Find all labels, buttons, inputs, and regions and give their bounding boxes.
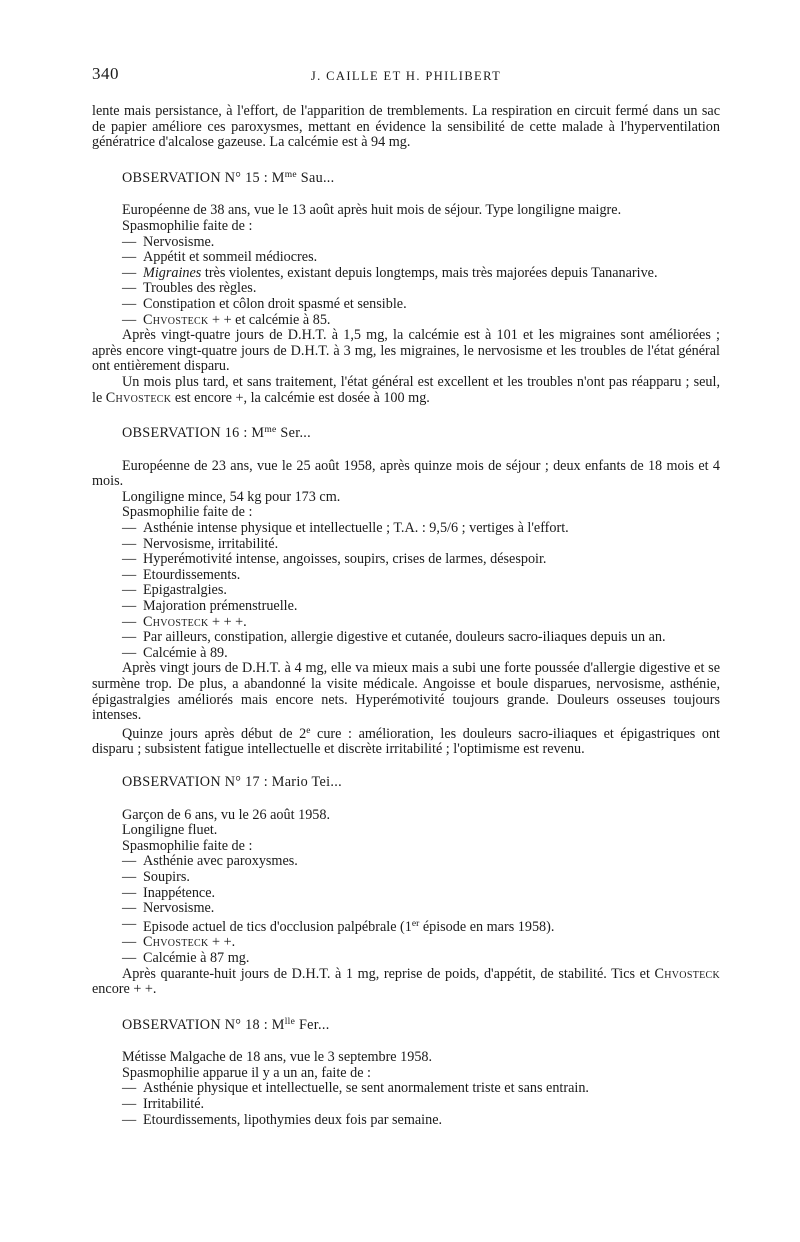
observation-18-title: OBSERVATION N° 18 : $M^{lle}$ Fer...: [122, 1016, 330, 1033]
list-item: — Etourdissements, lipothymies deux fois par semaine.: [122, 1111, 443, 1128]
list-item: — Nervosisme.: [122, 233, 215, 250]
observation-18-spasm-heading: Spasmophilie apparue il y a un an, faite de :: [122, 1064, 371, 1081]
list-item: — Hyperémotivité intense, angoisses, soupirs, crises de larmes, désespoir.: [122, 551, 547, 568]
running-head: J. CAILLE ET H. PHILIBERT: [310, 69, 502, 83]
list-item: — Nervosisme.: [122, 900, 215, 917]
list-item: — Appétit et sommeil médiocres.: [122, 249, 318, 266]
list-item: — Par ailleurs, constipation, allergie digestive et cutanée, douleurs sacro-iliaques depuis un an.: [122, 629, 666, 646]
list-item: — Calcémie à 89.: [122, 644, 228, 661]
observation-16-followup-1: Après vingt jours de D.H.T. à 4 mg, elle va mieux mais a subi une forte poussée d'allergie digestive et se surmène trop. De plus, a abandonné la visite médicale. Angoisse et boule disparues, nervosisme, asthénie, épigastralgies améliorés mais encore nets. Hyperémotivité toujours grande. Douleurs osseuses toujours intenses.: [92, 660, 720, 724]
observation-17-symptom-list: [122, 854, 720, 966]
observation-15-followup-1: Après vingt-quatre jours de D.H.T. à 1,5 mg, la calcémie est à 101 et les migraines sont améliorées ; après encore vingt-quatre jours de D.H.T. à 3 mg, les migraines, le nervosisme et les troubles de l'état général ont entièrement disparu.: [92, 327, 720, 375]
observation-18-intro: Métisse Malgache de 18 ans, vue le 3 septembre 1958.: [122, 1049, 433, 1066]
list-item: — Soupirs.: [122, 868, 190, 885]
list-item: — Majoration prémenstruelle.: [122, 598, 298, 615]
list-item: — Irritabilité.: [122, 1096, 205, 1113]
list-item: — Constipation et côlon droit spasmé et sensible.: [122, 295, 407, 312]
list-item: — Chvosteck + + et calcémie à 85.: [122, 311, 331, 328]
list-item: — Asthénie physique et intellectuelle, se sent anormalement triste et sans entrain.: [122, 1080, 589, 1097]
list-item: — Nervosisme, irritabilité.: [122, 535, 279, 552]
page-number: 340: [92, 64, 119, 83]
list-item: — Epigastralgies.: [122, 582, 227, 599]
intro-paragraph: lente mais persistance, à l'effort, de l'apparition de tremblements. La respiration en circuit fermé dans un sac de papier améliore ces paroxysmes, mettant en évidence la sensibilité de cette malade à l'hyperventilation génératrice d'alcalose gazeuse. La calcémie est à 94 mg.: [92, 103, 720, 151]
observation-17-followup: Après quarante-huit jours de D.H.T. à 1 mg, reprise de poids, d'appétit, de stabilité. Tics et Chvosteck encore + +.: [92, 965, 720, 998]
list-item: — Chvosteck + +.: [122, 934, 236, 951]
observation-17-intro: Garçon de 6 ans, vu le 26 août 1958.: [122, 806, 331, 823]
page-header: [92, 66, 720, 88]
observation-16-spasm-heading: Spasmophilie faite de :: [122, 504, 253, 521]
list-item: — Calcémie à 87 mg.: [122, 949, 250, 966]
list-item: — Inappétence.: [122, 884, 216, 901]
observation-17-build: Longiligne fluet.: [122, 822, 218, 839]
observation-16-symptom-list: [122, 521, 720, 661]
page-body: [92, 104, 720, 1128]
observation-18-symptom-list: [122, 1081, 720, 1128]
observation-15-intro: Européenne de 38 ans, vue le 13 août après huit mois de séjour. Type longiligne maigre.: [122, 202, 622, 219]
observation-16-followup-2: Quinze jours après début de 2e cure : amélioration, les douleurs sacro-iliaques et épigastriques ont disparu ; subsistent fatigue intellectuelle et discrète irritabilité ; l'optimisme est revenu.: [92, 725, 720, 758]
observation-15-followup-2: Un mois plus tard, et sans traitement, l'état général est excellent et les troubles n'ont pas réapparu ; seul, le Chvosteck est encore +, la calcémie est dosée à 100 mg.: [92, 373, 720, 406]
list-item: — Troubles des règles.: [122, 280, 257, 297]
list-item: — Chvosteck + + +.: [122, 613, 247, 630]
observation-15-spasm-heading: Spasmophilie faite de :: [122, 217, 253, 234]
list-item: — Etourdissements.: [122, 566, 241, 583]
observation-16-title: OBSERVATION 16 : $M^{me}$ Ser...: [122, 425, 311, 442]
list-item: — Asthénie intense physique et intellectuelle ; T.A. : 9,5/6 ; vertiges à l'effort.: [122, 520, 569, 537]
observation-17-spasm-heading: Spasmophilie faite de :: [122, 837, 253, 854]
list-item: — Migraines très violentes, existant depuis longtemps, mais très majorées depuis Tananarive.: [122, 264, 658, 281]
observation-17-title: OBSERVATION N° 17 : Mario Tei...: [122, 773, 342, 790]
list-item: — Episode actuel de tics d'occlusion palpébrale (1er épisode en mars 1958).: [122, 915, 555, 935]
list-item: — Asthénie avec paroxysmes.: [122, 853, 298, 870]
observation-16-build: Longiligne mince, 54 kg pour 173 cm.: [122, 488, 341, 505]
observation-15-title: OBSERVATION N° 15 : $M^{me}$ Sau...: [122, 169, 335, 186]
observation-15-symptom-list: [122, 235, 720, 329]
observation-16-intro: Européenne de 23 ans, vue le 25 août 1958, après quinze mois de séjour ; deux enfants de 18 mois et 4 mois.: [92, 457, 720, 490]
